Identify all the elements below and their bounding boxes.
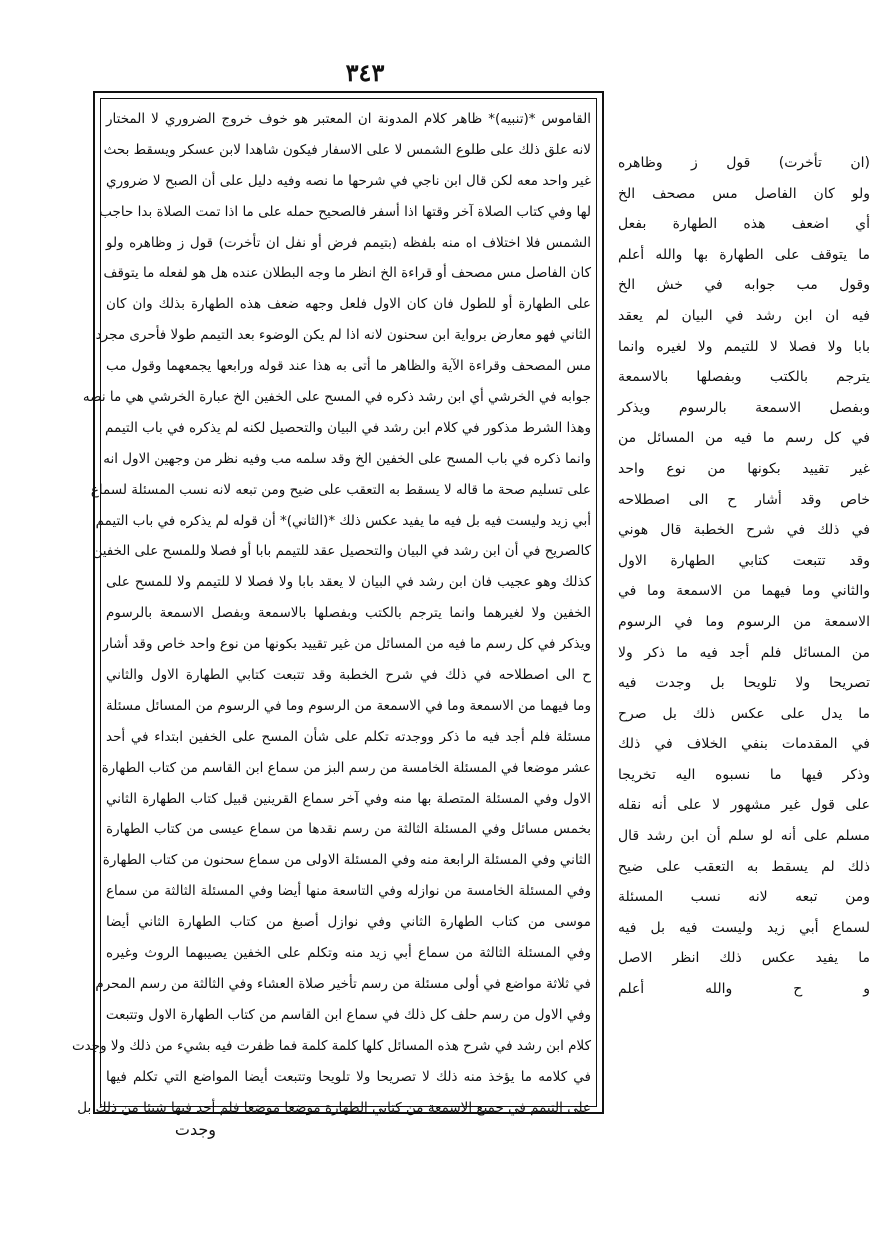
main-text-line: على تسليم صحة ما قاله لا يسقط به التعقب على ضيح ومن تبعه لانه نسب المسئلة لسماع [90,481,591,498]
main-text-line: في ثلاثة مواضع في أولى مسئلة من رسم تأخير صلاة العشاء وفي الثالثة من رسم المحرم [95,975,591,992]
margin-note-line: ولو كان الفاصل مس مصحف الخ [618,185,870,202]
margin-note-line: وبفصل الاسمعة بالرسوم ويذكر [618,399,870,416]
margin-note-line: فيه ان ابن رشد في البيان لم يعقد [618,307,870,324]
margin-note-line: في كل رسم ما فيه من المسائل من [618,430,870,447]
margin-note-line: ومن تبعه لانه نسب المسئلة [618,889,870,906]
main-text-line: وانما ذكره في باب المسح على الخفين الخ وقد سلمه مب وفيه نظر من وجهين الاول انه [103,450,591,467]
main-text-line: على الطهارة أو للطول فان كان الاول فلعل وجهه ضعف هذه الطهارة بذلك وان كان [106,296,591,313]
main-text-line: أبي زيد وليست فيه بل فيه ما يفيد عكس ذلك *(الثاني)* أن قوله لم يذكره في باب التيمم [95,512,591,529]
main-text-line: الثاني فهو معارض برواية ابن سحنون لانه اذا لم يكن الوضوء بعد التيمم طولا فأحرى مجرد [95,327,591,344]
margin-note-line: ما يتوقف على الطهارة بها والله أعلم [618,246,870,263]
main-text-line: لها وفي كتاب الصلاة آخر وقتها اذا أسفر فالصحيح حمله على ما اذا تمت الصلاة بدا حاجب [99,203,591,220]
margin-note-line: بابا ولا فصلا لا للتيمم ولا لغيره وانما [618,338,870,355]
catchword: وجدت [174,1120,216,1139]
main-text-line: وفي المسئلة الخامسة من نوازله وفي التاسعة منها أيضا وفي المسئلة الثالثة من سماع [106,883,591,900]
main-text-line: ح الى اصطلاحه في ذلك في شرح الخطبة وقد تتبعت كتابي الطهارة الاول والثاني [106,667,591,684]
main-text-line: ويذكر في كل رسم ما فيه من المسائل من غير تقييد بكونها من نوع واحد خاص وقد أشار [102,636,591,653]
margin-note-line: من المسائل فلم أجد فيه ما ذكر ولا [618,644,870,661]
margin-note-line: ذلك لم يسقط به التعقب على ضيح [618,858,870,875]
margin-note-line: ما يدل على عكس ذلك بل صرح [618,705,870,722]
main-text-block [71,104,591,1116]
margin-note-line: في ذلك في شرح الخطبة قال هوني [618,522,870,539]
main-text-line: وفي الاول من رسم حلف كل ذلك في سماع ابن القاسم من كتاب الطهارة الاول وتتبعت [105,1006,591,1023]
margin-note-line: ما يفيد عكس ذلك انظر الاصل [618,950,870,967]
main-text-line: كالصريح في أن ابن رشد في البيان والتحصيل عقد للتيمم بابا أو فصلا وللمسح على الخفين [92,543,591,560]
margin-note-line: و ح والله أعلم [618,981,870,998]
main-text-line: عشر موضعا في المسئلة الخامسة من رسم البز من سماع ابن القاسم من كتاب الطهارة [101,759,591,776]
main-text-line: غير واحد معه لكن قال ابن ناجي في شرحها ما نصه وفيه دليل على أن الصبح لا ضروري [106,172,591,189]
margin-note-line: تصريحا ولا تلويحا بل وجدت فيه [618,675,870,692]
main-text-line: كذلك وهو عجيب فان ابن رشد في البيان لا يعقد بابا ولا فصلا لا للتيمم ولا للمسح على [106,574,591,591]
main-text-line: الخفين ولا لغيرهما وانما يترجم بالكتب وبفصلها بالاسمعة وبفصل الاسمعة بالرسوم [106,605,591,622]
main-text-line: وفي المسئلة الثالثة من سماع أبي زيد منه وتكلم على الخفين يصيبهما الروث وغيره [106,945,591,962]
margin-note-line: لسماع أبي زيد وليست فيه بل فيه [618,919,870,936]
margin-note-line: (ان تأخرت) قول ز وظاهره [618,155,870,171]
main-text-line: الثاني وفي المسئلة الرابعة منه وفي المسئلة الاولى من سماع سحنون من كتاب الطهارة [102,852,591,869]
margin-note-line: أي اضعف هذه الطهارة بفعل [618,216,870,233]
margin-note-line: مسلم على أنه لو سلم أن ابن رشد قال [618,828,870,845]
main-text-line: كان الفاصل مس مصحف أو قراءة الخ انظر ما وجه البطلان عنده هل هو لفعله ما يتوقف [103,265,591,282]
margin-note-line: في المقدمات بنفي الخلاف في ذلك [618,736,870,753]
main-text-line: مسئلة فلم أجد فيه ما ذكر ووجدته تكلم على شأن المسح على الخفين ابتداء في أحد [106,728,591,745]
main-text-line: على التيمم في جميع الاسمعة من كتابي الطهارة موضعا موضعا فلم أجد فيها شيئا من ذلك بل [77,1099,591,1116]
main-text-line: وهذا الشرط مذكور في كلام ابن رشد في البيان والتحصيل لكنه لم يذكره في باب التيمم [105,419,591,436]
margin-note-line: الاسمعة من الرسوم وما في الرسوم [618,613,870,630]
margin-note-line: وقد تتبعت كتابي الطهارة الاول [618,552,870,569]
margin-note-line: وقول مب جوابه في خش الخ [618,277,870,294]
main-text-line: موسى من كتاب الطهارة الثاني وفي نوازل أصبغ من كتاب الطهارة الثاني أيضا [106,914,591,931]
margin-note-line: خاص وقد أشار ح الى اصطلاحه [618,491,870,508]
main-text-line: وما فيهما من الاسمعة وما في الاسمعة من الرسوم وما في الرسوم من المسائل مسئلة [106,697,591,714]
main-text-line: كلام ابن رشد في شرح هذه المسائل كلها كلمة كلمة فما ظفرت فيه بشيء من ذلك ولا وجدت [71,1037,591,1054]
main-text-line: في كلامه ما يؤخذ منه ذلك لا تصريحا ولا تلويحا وتتبعت أيضا المواضع التي تكلم فيها [106,1068,591,1085]
margin-note-line: غير تقييد بكونها من نوع واحد [618,460,870,477]
margin-note-line: على قول غير مشهور لا على أنه نقله [618,797,870,814]
margin-commentary [618,148,870,1008]
margin-note-line: والثاني وما فيهما من الاسمعة وما في [618,583,870,600]
main-text-line: القاموس *(تنبيه)* ظاهر كلام المدونة ان المعتبر هو خوف خروج الضروري لا المختار [106,111,591,127]
main-text-line: الشمس فلا اختلاف اه منه بلفظه (بتيمم فرض أو نفل ان تأخرت) قول ز وظاهره ولو [106,234,591,251]
page-number: ٣٤٣ [345,58,385,87]
main-text-line: بخمس مسائل وفي المسئلة الثالثة من رسم نقدها من سماع عيسى من كتاب الطهارة [106,821,591,838]
margin-note-line: وذكر فيها ما نسبوه اليه تخريجا [618,766,870,783]
main-text-line: مس المصحف وقراءة الآية والظاهر ما أتى به هذا عند قوله ورابعها يجمعهما وقول مب [106,358,591,375]
main-text-line: لانه علق ذلك على طلوع الشمس لا على الاسفار فيكون شاهدا لابن عسكر ويسقط بحث [103,141,591,158]
margin-note-line: يترجم بالكتب وبفصلها بالاسمعة [618,369,870,386]
main-text-line: الاول وفي المسئلة المتصلة بها منه وفي آخر سماع القرينين قبيل كتاب الطهارة الثاني [106,790,591,807]
main-text-line: جوابه في الخرشي أي ابن رشد ذكره في المسح على الخفين الخ عبارة الخرشي هي ما نصه [82,389,591,406]
